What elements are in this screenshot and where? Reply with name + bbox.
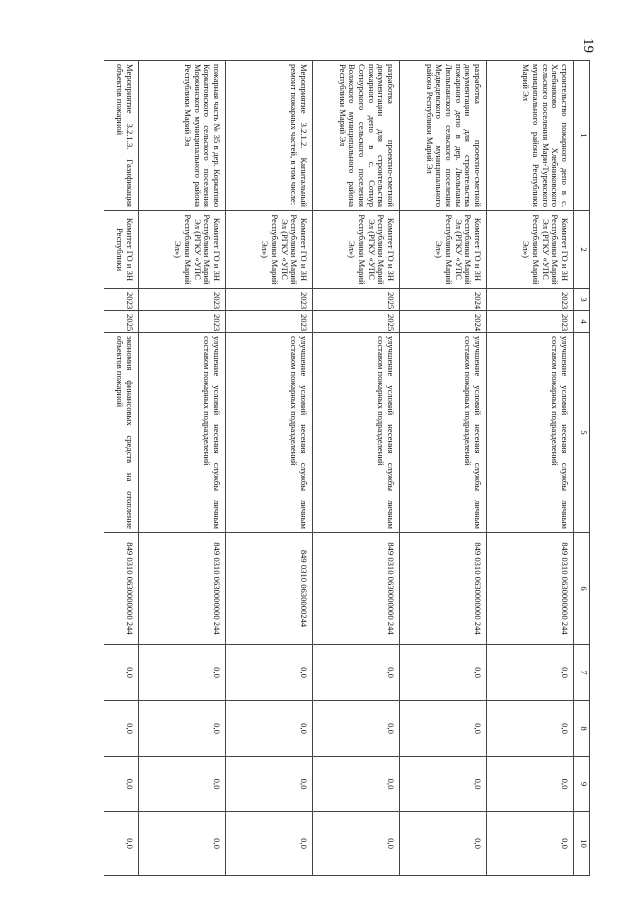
end-year: 2023 <box>226 311 313 333</box>
value-cell: 0,0 <box>400 701 487 757</box>
value-cell: 0,0 <box>226 757 313 812</box>
measure-description: строительство пожарного депо в с. Хлебниково Хлебниковского сельского поселения Мари-Турекского муниципального района Республики Марий Эл <box>487 61 574 211</box>
value-cell: 0,0 <box>313 645 400 701</box>
expected-result: улучшение условий несения службы личным составом пожарных подразделений <box>313 333 400 533</box>
table-row <box>400 61 487 876</box>
measure-description: разработка проектно-сметной документации для строительства пожарного депо в дер. Люльпаны Люльпанского сельского поселения Медведевского муниципального района Республики Марий Эл <box>400 61 487 211</box>
value-cell: 0,0 <box>104 812 139 876</box>
measure-description: Мероприятие 3.2.1.2. Капитальный ремонт пожарных частей, в том числе: <box>226 61 313 211</box>
budget-code: 849 0310 0630000000 244 <box>104 533 139 645</box>
header-cell: 9 <box>574 757 590 812</box>
value-cell: 0,0 <box>313 701 400 757</box>
value-cell: 0,0 <box>400 757 487 812</box>
budget-code: 849 0310 0630000000 244 <box>313 533 400 645</box>
header-cell: 2 <box>574 211 590 289</box>
measure-description: Мероприятие 3.2.1.3. Газификация объектов пожарной <box>104 61 139 211</box>
value-cell: 0,0 <box>104 701 139 757</box>
header-cell: 8 <box>574 701 590 757</box>
table-row <box>104 61 139 876</box>
header-cell: 4 <box>574 311 590 333</box>
value-cell: 0,0 <box>139 757 226 812</box>
responsible-executor: Комитет ГО и ЗН Республики <box>104 211 139 289</box>
value-cell: 0,0 <box>487 812 574 876</box>
page-number: 19 <box>580 38 596 53</box>
responsible-executor: Комитет ГО и ЗН Республики Марий Эл (РГКУ «УПС Республики Марий Эл») <box>226 211 313 289</box>
budget-code: 849 0310 0630000000 244 <box>487 533 574 645</box>
start-year: 2024 <box>400 289 487 311</box>
value-cell: 0,0 <box>139 645 226 701</box>
responsible-executor: Комитет ГО и ЗН Республики Марий Эл (РГКУ «УПС Республики Марий Эл») <box>139 211 226 289</box>
value-cell: 0,0 <box>104 757 139 812</box>
value-cell: 0,0 <box>226 812 313 876</box>
responsible-executor: Комитет ГО и ЗН Республики Марий Эл (РГКУ «УПС Республики Марий Эл») <box>487 211 574 289</box>
value-cell: 0,0 <box>487 757 574 812</box>
responsible-executor: Комитет ГО и ЗН Республики Марий Эл (РГКУ «УПС Республики Марий Эл») <box>313 211 400 289</box>
value-cell: 0,0 <box>313 812 400 876</box>
start-year: 2023 <box>226 289 313 311</box>
header-cell: 1 <box>574 61 590 211</box>
responsible-executor: Комитет ГО и ЗН Республики Марий Эл (РГКУ «УПС Республики Марий Эл») <box>400 211 487 289</box>
measure-description: разработка проектно-сметной документации для строительства пожарного депо в с. Сотнур Сотнурского сельского поселения Волжского муниципального района Республики Марий Эл <box>313 61 400 211</box>
expected-result: улучшение условий несения службы личным составом пожарных подразделений <box>139 333 226 533</box>
table-row <box>487 61 574 876</box>
rotated-table-container <box>115 60 590 875</box>
expected-result: улучшение условий несения службы личным составом пожарных подразделений <box>226 333 313 533</box>
value-cell: 0,0 <box>139 701 226 757</box>
header-cell: 7 <box>574 645 590 701</box>
table-row <box>313 61 400 876</box>
value-cell: 0,0 <box>104 645 139 701</box>
budget-code: 849 0310 0630000000 244 <box>139 533 226 645</box>
header-cell: 5 <box>574 333 590 533</box>
budget-code: 849 0310 0630000244 <box>226 533 313 645</box>
value-cell: 0,0 <box>487 701 574 757</box>
header-cell: 3 <box>574 289 590 311</box>
expected-result: экономия финансовых средств на отопление объектов пожарной <box>104 333 139 533</box>
expected-result: улучшение условий несения службы личным составом пожарных подразделений <box>400 333 487 533</box>
header-cell: 6 <box>574 533 590 645</box>
value-cell: 0,0 <box>400 812 487 876</box>
table-row <box>226 61 313 876</box>
end-year: 2023 <box>487 311 574 333</box>
value-cell: 0,0 <box>139 812 226 876</box>
expected-result: улучшение условий несения службы личным составом пожарных подразделений <box>487 333 574 533</box>
value-cell: 0,0 <box>226 701 313 757</box>
value-cell: 0,0 <box>487 645 574 701</box>
end-year: 2023 <box>139 311 226 333</box>
budget-code: 849 0310 0630000000 244 <box>400 533 487 645</box>
header-row <box>574 61 590 876</box>
table-row <box>139 61 226 876</box>
start-year: 2025 <box>313 289 400 311</box>
end-year: 2024 <box>400 311 487 333</box>
start-year: 2023 <box>139 289 226 311</box>
value-cell: 0,0 <box>313 757 400 812</box>
end-year: 2025 <box>313 311 400 333</box>
start-year: 2023 <box>487 289 574 311</box>
header-cell: 10 <box>574 812 590 876</box>
measures-table <box>104 60 590 876</box>
start-year: 2023 <box>104 289 139 311</box>
measure-description: пожарная часть № 35 в дер. Коркатово Коркатовского сельского поселения Моркинского муниципального района Республики Марий Эл <box>139 61 226 211</box>
end-year: 2025 <box>104 311 139 333</box>
value-cell: 0,0 <box>400 645 487 701</box>
value-cell: 0,0 <box>226 645 313 701</box>
